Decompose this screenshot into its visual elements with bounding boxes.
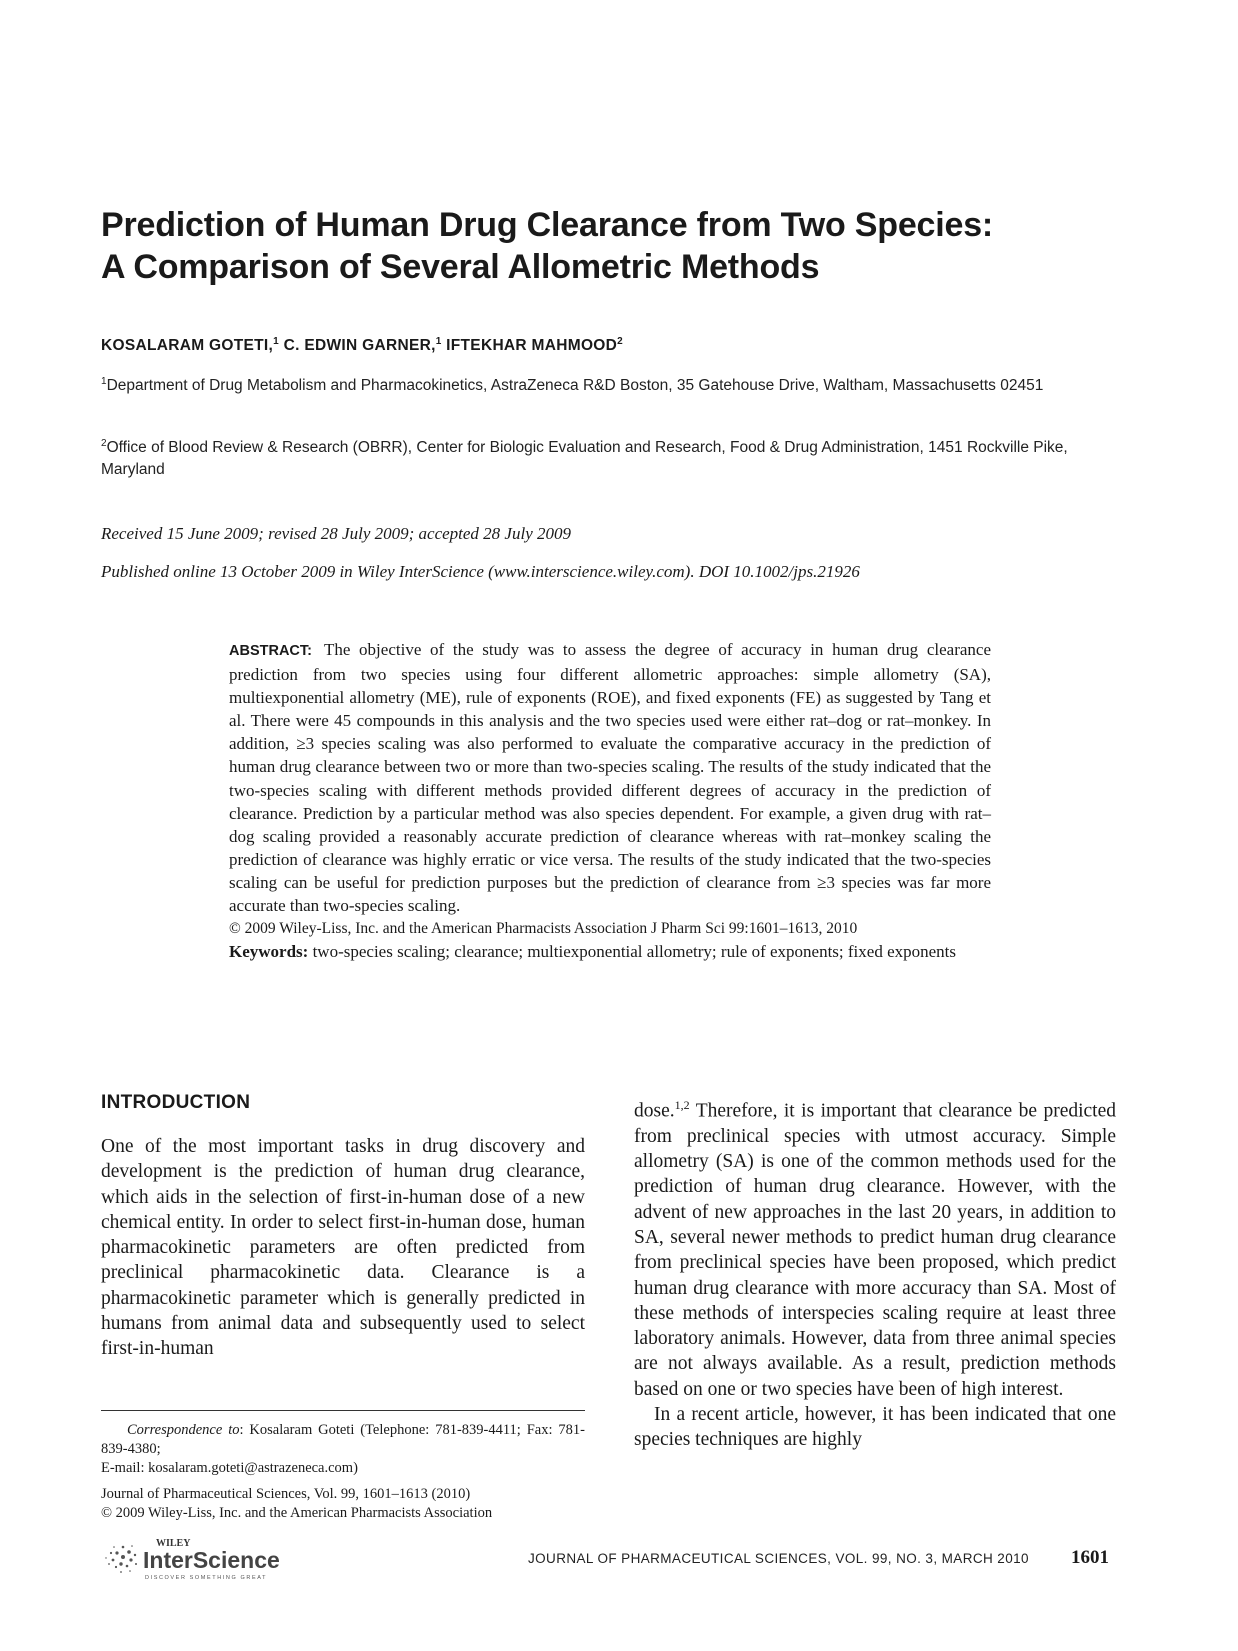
abstract-label: ABSTRACT:	[229, 643, 312, 659]
intro-paragraph-1: One of the most important tasks in drug discovery and development is the prediction of human drug clearance, which aids in the selection of first-in-human dose of a new chemical entity. In order to select first-in-human dose, human pharmacokinetic parameters are often predicted from preclinical pharmacokinetic data. Clearance is a pharmacokinetic parameter which is generally predicted in humans from animal data and subsequently used to select first-in-human	[101, 1136, 585, 1360]
footnote-divider	[101, 1410, 585, 1411]
abstract-copyright: © 2009 Wiley-Liss, Inc. and the American Pharmacists Association J Pharm Sci 99:1601–1613, 2010	[229, 920, 858, 938]
title-line-2: A Comparison of Several Allometric Methods	[101, 248, 820, 286]
affiliation-1-marker: 1	[101, 376, 107, 387]
received-dates: Received 15 June 2009; revised 28 July 2009; accepted 28 July 2009	[101, 524, 571, 543]
correspondence-email: E-mail: kosalaram.goteti@astrazeneca.com)	[101, 1460, 358, 1476]
left-column	[101, 1092, 585, 1362]
right-column	[634, 1093, 1116, 1453]
author-3: IFTEKHAR MAHMOOD	[441, 337, 618, 355]
keywords-text: two-species scaling; clearance; multiexponential allometry; rule of exponents; fixed exponents	[312, 942, 957, 962]
abstract	[229, 638, 991, 963]
intro-paragraph-2	[634, 1093, 1116, 1402]
author-list	[101, 336, 623, 355]
correspondence-text: : Kosalaram Goteti (Telephone: 781-839-4411; Fax: 781-839-4380;	[101, 1422, 585, 1457]
running-footer: JOURNAL OF PHARMACEUTICAL SCIENCES, VOL. 99, NO. 3, MARCH 2010	[528, 1551, 1029, 1566]
keywords	[229, 940, 991, 963]
footnote-copyright: © 2009 Wiley-Liss, Inc. and the American Pharmacists Association	[101, 1505, 493, 1521]
logo-tagline: DISCOVER SOMETHING GREAT	[145, 1575, 268, 1581]
intro-paragraph-2-start: dose.	[634, 1100, 675, 1122]
title-line-1: Prediction of Human Drug Clearance from Two Species:	[101, 206, 994, 244]
interscience-globe-icon	[101, 1533, 341, 1583]
logo-brand: InterScience	[143, 1547, 280, 1573]
correspondence	[101, 1421, 585, 1459]
author-1-affil: 1	[273, 336, 280, 347]
citation-ref: 1,2	[674, 1098, 690, 1112]
article-title	[101, 204, 1141, 288]
affiliation-1-text: Department of Drug Metabolism and Pharmacokinetics, AstraZeneca R&D Boston, 35 Gatehouse Drive, Waltham, Massachusetts 02451	[106, 377, 1044, 395]
affiliation-2-marker: 2	[101, 438, 107, 449]
abstract-text: The objective of the study was to assess the degree of accuracy in human drug clearance prediction from two species using four different allometric approaches: simple allometry (SA), multiexponential allometry (ME), rule of exponents (ROE), and fixed exponents (FE) as suggested by Tang et al. There were 45 compounds in this analysis and the two species used were either rat–dog or rat–monkey. In addition, ≥3 species scaling was also performed to evaluate the comparative accuracy in the prediction of human drug clearance between two or more than two-species scaling. The results of the study indicated that the two-species scaling with different methods provided different degrees of accuracy in the prediction of clearance. Prediction by a particular method was also species dependent. For example, a given drug with rat–dog scaling provided a reasonably accurate prediction of clearance whereas with rat–monkey scaling the prediction of clearance was highly erratic or vice versa. The results of the study indicated that the two-species scaling can be useful for prediction purposes but the prediction of clearance from ≥3 species was far more accurate than two-species scaling.	[229, 640, 991, 916]
affiliation-1	[101, 371, 1131, 397]
author-3-affil: 2	[617, 336, 624, 347]
intro-paragraph-2-text: Therefore, it is important that clearance be predicted from preclinical species with utmost accuracy. Simple allometry (SA) is one of the common methods used for the prediction of human drug clearance. However, with the advent of new approaches in the last 20 years, in addition to SA, several newer methods to predict human drug clearance from preclinical species have been proposed, which predict human drug clearance with more accuracy than SA. Most of these methods of interspecies scaling require at least three laboratory animals. However, data from three animal species are not always available. As a result, prediction methods based on one or two species have been of high interest.	[634, 1100, 1116, 1400]
published-online: Published online 13 October 2009 in Wiley InterScience (www.interscience.wiley.com). DOI 10.1002/jps.21926	[101, 562, 860, 581]
keywords-label: Keywords:	[229, 942, 309, 962]
wiley-interscience-logo	[101, 1533, 341, 1583]
journal-info: Journal of Pharmaceutical Sciences, Vol. 99, 1601–1613 (2010)	[101, 1486, 471, 1502]
page-number: 1601	[1071, 1547, 1109, 1568]
author-1: KOSALARAM GOTETI,	[101, 337, 274, 355]
author-2-affil: 1	[435, 336, 442, 347]
correspondence-label: Correspondence to	[127, 1422, 240, 1438]
affiliation-2-text: Office of Blood Review & Research (OBRR), Center for Biologic Evaluation and Research, Food & Drug Administration, 1451 Rockville Pike, Maryland	[101, 439, 1068, 479]
section-heading-introduction: INTRODUCTION	[101, 1092, 251, 1113]
author-2: C. EDWIN GARNER,	[279, 337, 436, 355]
affiliation-2	[101, 433, 1131, 481]
intro-paragraph-3: In a recent article, however, it has been indicated that one species techniques are highly	[634, 1404, 1116, 1451]
footnote	[101, 1421, 585, 1523]
logo-wiley: WILEY	[156, 1538, 191, 1549]
